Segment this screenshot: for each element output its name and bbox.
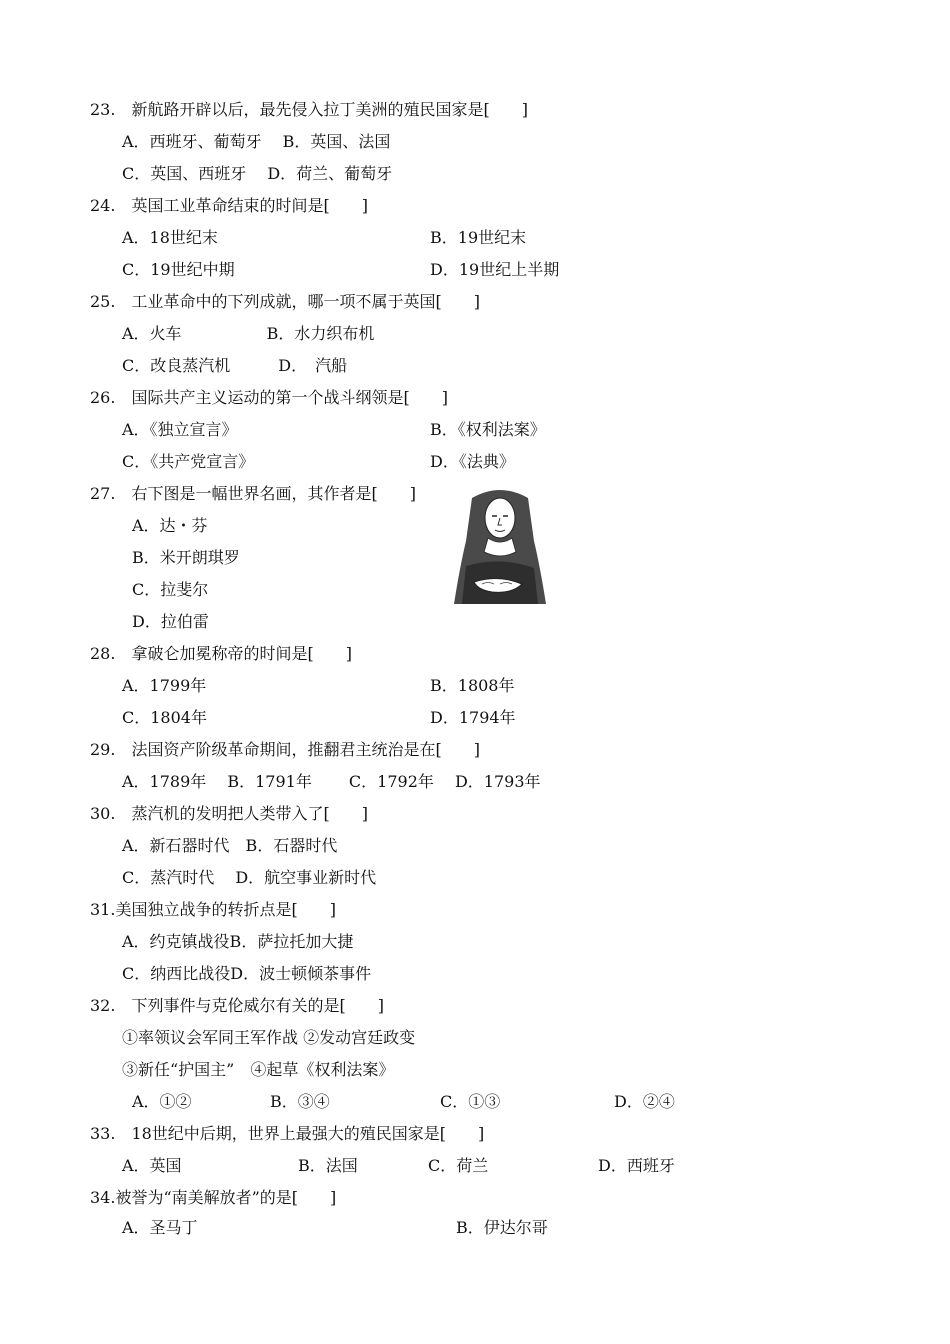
question-34: 34.被誉为“南美解放者”的是[ ] (90, 1188, 337, 1207)
q26-option-a: A．《独立宣言》 (122, 420, 238, 439)
q27-option-c: C．拉斐尔 (132, 580, 209, 599)
question-26: 26. 国际共产主义运动的第一个战斗纲领是[ ] (90, 388, 448, 407)
q29-options: A．1789年 B．1791年 C．1792年 D．1793年 (122, 772, 541, 791)
question-29: 29. 法国资产阶级革命期间，推翻君主统治是在[ ] (90, 740, 480, 759)
q30-options-cd: C．蒸汽时代 D．航空事业新时代 (122, 868, 377, 887)
question-27: 27. 右下图是一幅世界名画，其作者是[ ] (90, 484, 416, 503)
q32-statements-1: ①率领议会军同王军作战 ②发动宫廷政变 (122, 1028, 416, 1047)
q24-option-a: A．18世纪末 (122, 228, 218, 247)
question-31: 31.美国独立战争的转折点是[ ] (90, 900, 336, 919)
q23-options-ab: A．西班牙、葡萄牙 B．英国、法国 (122, 132, 391, 151)
q23-options-cd: C．英国、西班牙 D．荷兰、葡萄牙 (122, 164, 393, 183)
question-33: 33. 18世纪中后期，世界上最强大的殖民国家是[ ] (90, 1124, 485, 1143)
q32-choice-c: C．①③ (440, 1092, 501, 1111)
q26-option-b: B．《权利法案》 (430, 420, 546, 439)
q31-options-cd: C．纳西比战役D．波士顿倾茶事件 (122, 964, 372, 983)
q26-option-d: D．《法典》 (430, 452, 515, 471)
q34-option-b: B．伊达尔哥 (456, 1218, 548, 1237)
q28-option-d: D．1794年 (430, 708, 516, 727)
q28-option-b: B．1808年 (430, 676, 515, 695)
q25-options-ab: A．火车 B．水力织布机 (122, 324, 375, 343)
q30-options-ab: A．新石器时代 B．石器时代 (122, 836, 338, 855)
q24-option-c: C．19世纪中期 (122, 260, 235, 279)
q34-option-a: A．圣马丁 (122, 1218, 198, 1237)
q32-choice-a: A．①② (132, 1092, 192, 1111)
q25-options-cd: C．改良蒸汽机 D． 汽船 (122, 356, 348, 375)
mona-lisa-image (452, 486, 548, 606)
q33-choice-a: A．英国 (122, 1156, 182, 1175)
q32-choice-d: D．②④ (614, 1092, 675, 1111)
q28-option-c: C．1804年 (122, 708, 207, 727)
q28-option-a: A．1799年 (122, 676, 207, 695)
q27-option-d: D．拉伯雷 (132, 612, 209, 631)
q31-options-ab: A．约克镇战役B．萨拉托加大捷 (122, 932, 354, 951)
q27-option-b: B．米开朗琪罗 (132, 548, 240, 567)
question-25: 25. 工业革命中的下列成就，哪一项不属于英国[ ] (90, 292, 480, 311)
question-24: 24. 英国工业革命结束的时间是[ ] (90, 196, 368, 215)
question-32: 32. 下列事件与克伦威尔有关的是[ ] (90, 996, 384, 1015)
question-28: 28. 拿破仑加冕称帝的时间是[ ] (90, 644, 352, 663)
q27-option-a: A．达・芬 (132, 516, 208, 535)
q24-option-b: B．19世纪末 (430, 228, 527, 247)
q32-choice-b: B．③④ (270, 1092, 330, 1111)
question-23: 23. 新航路开辟以后，最先侵入拉丁美洲的殖民国家是[ ] (90, 100, 528, 119)
q33-choice-d: D．西班牙 (598, 1156, 675, 1175)
question-30: 30. 蒸汽机的发明把人类带入了[ ] (90, 804, 368, 823)
q32-statements-2: ③新任“护国主” ④起草《权利法案》 (122, 1060, 395, 1079)
q33-choice-b: B．法国 (298, 1156, 358, 1175)
q33-choice-c: C．荷兰 (428, 1156, 489, 1175)
q24-option-d: D．19世纪上半期 (430, 260, 560, 279)
q26-option-c: C．《共产党宣言》 (122, 452, 255, 471)
